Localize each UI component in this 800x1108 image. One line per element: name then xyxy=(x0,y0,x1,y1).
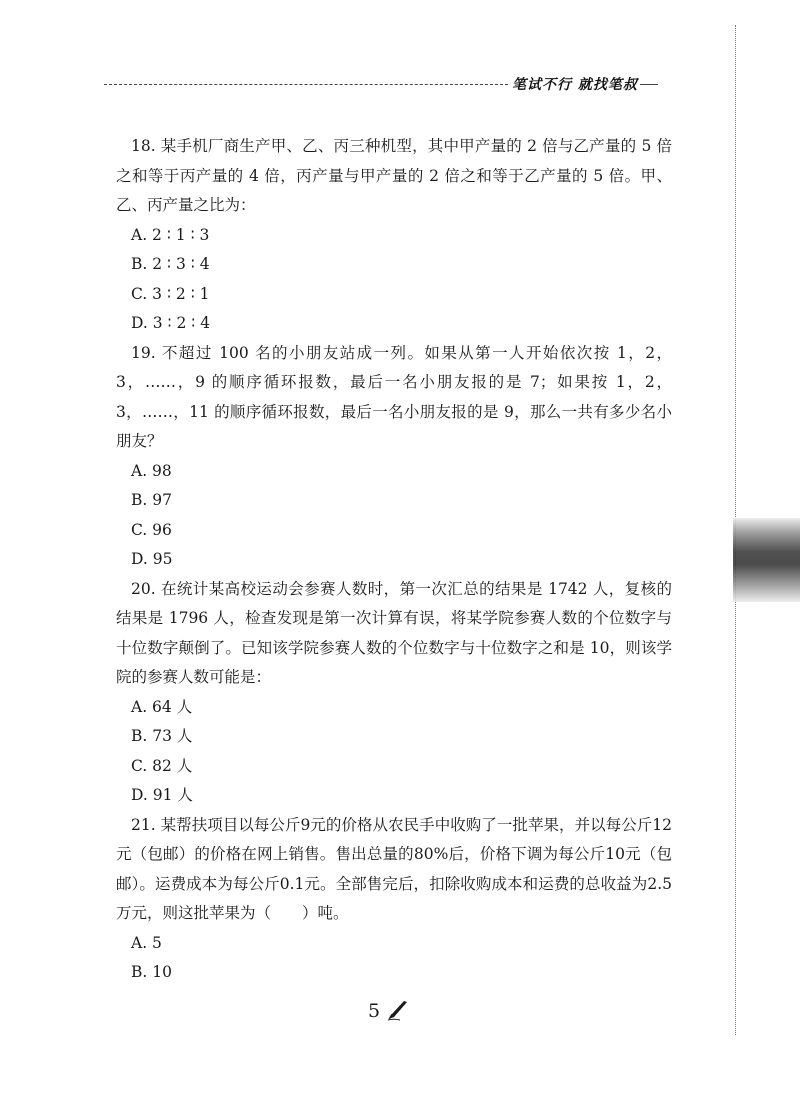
question-stem: 18. 某手机厂商生产甲、乙、丙三种机型，其中甲产量的 2 倍与乙产量的 5 倍之和等于丙产量的 4 倍，丙产量与甲产量的 2 倍之和等于乙产量的 5 倍。甲、乙、丙产量之比为： xyxy=(116,137,672,214)
option-a: A. 2 ∶ 1 ∶ 3 xyxy=(131,225,210,244)
question-18 xyxy=(116,132,672,339)
question-21 xyxy=(116,811,672,988)
option-d: D. 3 ∶ 2 ∶ 4 xyxy=(131,314,211,332)
question-19 xyxy=(116,339,672,575)
question-stem: 20. 在统计某高校运动会参赛人数时，第一次汇总的结果是 1742 人，复核的结果是 1796 人，检查发现是第一次计算有误，将某学院参赛人数的个位数字与十位数字颠倒了。已知该学院参赛人数的个位数字与十位数字之和是 10，则该学院的参赛人数可能是： xyxy=(116,579,672,686)
option-a: A. 98 xyxy=(131,461,172,480)
header-rule xyxy=(104,84,508,85)
page-number: 5 xyxy=(368,1000,381,1022)
question-list xyxy=(116,132,672,988)
option-b: B. 10 xyxy=(131,963,172,981)
option-b: B. 2 ∶ 3 ∶ 4 xyxy=(131,255,210,273)
pen-nib-icon xyxy=(386,998,410,1022)
option-d: D. 95 xyxy=(131,550,173,568)
option-a: A. 5 xyxy=(131,933,162,952)
option-c: C. 82 人 xyxy=(131,756,193,775)
header-rule-tail xyxy=(640,84,658,85)
option-b: B. 73 人 xyxy=(131,727,193,745)
option-d: D. 91 人 xyxy=(131,786,193,804)
scan-edge-artifact xyxy=(733,518,800,602)
question-stem: 19. 不超过 100 名的小朋友站成一列。如果从第一人开始依次按 1，2，3，……，9 的顺序循环报数，最后一名小朋友报的是 7；如果按 1，2，3，……，11 的顺序循环报数，最后一名小朋友报的是 9，那么一共有多少名小朋友？ xyxy=(116,343,672,450)
header-title: 笔试不行 就找笔叔 xyxy=(512,77,638,93)
option-c: C. 3 ∶ 2 ∶ 1 xyxy=(131,284,210,303)
question-stem: 21. 某帮扶项目以每公斤9元的价格从农民手中收购了一批苹果，并以每公斤12元（包邮）的价格在网上销售。售出总量的80%后，价格下调为每公斤10元（包邮）。运费成本为每公斤0.1元。全部售完后，扣除收购成本和运费的总收益为2.5万元，则这批苹果为（ ）吨。 xyxy=(116,815,672,922)
option-c: C. 96 xyxy=(131,520,172,539)
option-a: A. 64 人 xyxy=(131,697,193,716)
option-b: B. 97 xyxy=(131,491,172,509)
question-20 xyxy=(116,575,672,811)
